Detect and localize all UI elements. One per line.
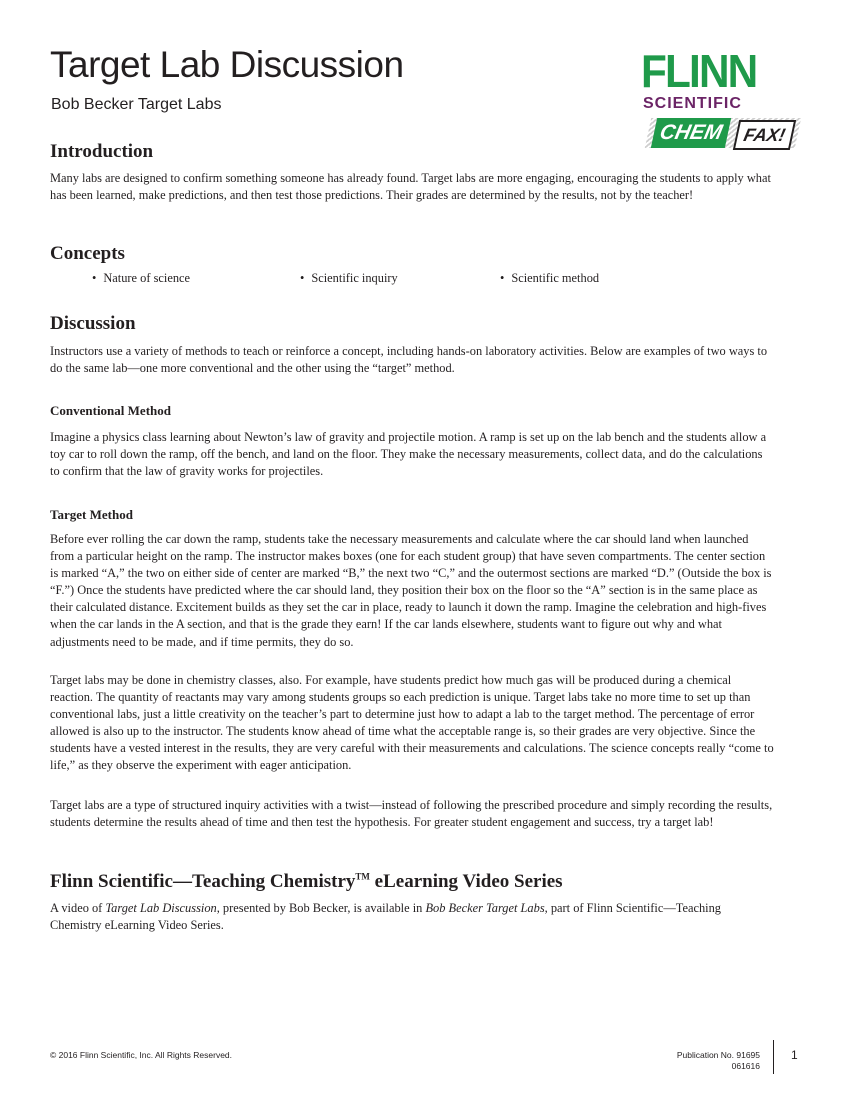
conventional-method-heading: Conventional Method <box>50 403 171 418</box>
publication-number: Publication No. 91695 <box>676 1050 760 1060</box>
concept-item: • Scientific inquiry <box>300 271 398 286</box>
introduction-heading: Introduction <box>50 141 154 162</box>
discussion-heading: Discussion <box>50 313 136 334</box>
logo-flinn-text: FLINN <box>641 45 757 97</box>
page-title: Target Lab Discussion <box>50 44 404 85</box>
video-collection: Bob Becker Target Labs <box>425 901 545 915</box>
concept-item: • Nature of science <box>92 271 190 286</box>
page-subtitle: Bob Becker Target Labs <box>51 96 222 113</box>
logo-scientific-text: SCIENTIFIC <box>643 95 742 112</box>
flinn-scientific-chemfax-logo <box>638 45 800 150</box>
logo-chem-badge: CHEM <box>651 118 731 148</box>
video-series-text: A video of Target Lab Discussion, presented by Bob Becker, is available in Bob Becker Target Labs, part of Flinn Scientific—Teaching Chemistry eLearning Video Series. <box>50 901 721 933</box>
conventional-method-text: Imagine a physics class learning about Newton’s law of gravity and projectile motion. A ramp is set up on the lab bench and the students allow a toy car to roll down the ramp, off the bench, and land on the floor. They make the necessary measurements, collect data, and do the calculations to confirm that the law of gravity works for projectiles. <box>50 430 767 479</box>
concepts-heading: Concepts <box>50 243 125 264</box>
footer-divider <box>773 1040 774 1074</box>
publication-code: 061616 <box>731 1061 760 1071</box>
video-series-heading: Flinn Scientific—Teaching Chemistry™ eLearning Video Series <box>50 871 563 892</box>
target-method-paragraph-2: Target labs may be done in chemistry classes, also. For example, have students predict how much gas will be produced during a chemical reaction. The quantity of reactants may vary among students groups so each prediction is unique. Target labs take no more time to set up than conventional labs, just a little creativity on the teacher’s part to determine just how to adapt a lab to the target method. The percentage of error allowed is also up to the instructor. The students know ahead of time what the acceptable range is, so their grades are very objective. Since the students have a vested interest in the results, they are very careful with their measurements and calculations. The science concepts really “come to life,” as they observe the experiment with eager anticipation. <box>50 673 774 773</box>
discussion-intro: Instructors use a variety of methods to teach or reinforce a concept, including hands-on laboratory activities. Below are examples of two ways to do the same lab—one more conventional and the other using the “target” method. <box>50 344 768 376</box>
target-method-paragraph-1: Before ever rolling the car down the ramp, students take the necessary measurements and calculate where the car should land when launched from a particular height on the ramp. The instructor makes boxes (one for each student group) that have seven compartments. The center section is marked “A,” the two on either side of center are marked “B,” the next two “C,” and the outermost sections are marked “D.” (Outside the box is “F.”) Once the students have predicted where the car should land, they position their box on the floor so the “A” section is in the same place as their calculated distance. Excitement builds as they set the car in place, ready to launch it down the ramp. Imagine the celebration and high-fives when the car lands in the A section, and that is the grade they earn! If the car lands elsewhere, students want to figure out why and what adjustments need to be made, and if time permits, they do so. <box>50 532 772 649</box>
copyright-notice: © 2016 Flinn Scientific, Inc. All Rights Reserved. <box>50 1050 233 1060</box>
target-method-paragraph-3: Target labs are a type of structured inquiry activities with a twist—instead of following the prescribed procedure and simply recording the results, students determine the results ahead of time and then test the hypothesis. For greater student engagement and success, try a target lab! <box>50 798 773 830</box>
target-method-heading: Target Method <box>50 507 133 522</box>
video-title: Target Lab Discussion <box>105 901 217 915</box>
publication-info <box>677 1050 760 1072</box>
logo-fax-badge: FAX! <box>733 120 796 150</box>
concept-item: • Scientific method <box>500 271 599 286</box>
introduction-text: Many labs are designed to confirm something someone has already found. Target labs are more engaging, encouraging the students to apply what has been learned, make predictions, and then test those predictions. Their grades are determined by the results, not by the teacher! <box>50 171 771 203</box>
page-number: 1 <box>791 1048 798 1062</box>
